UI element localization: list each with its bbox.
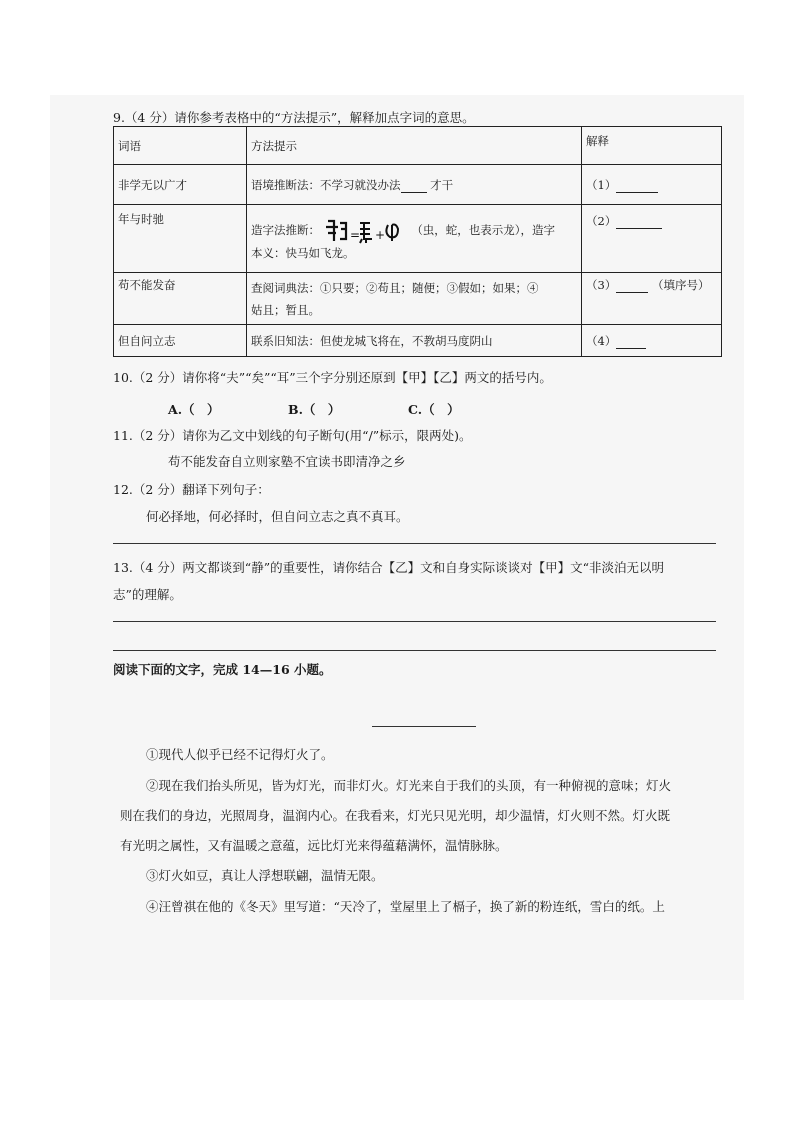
q10-option-b[interactable]: B.（ ） (288, 402, 341, 417)
q12-text: 12.（2 分）翻译下列句子： (113, 482, 270, 497)
row3-answer-label: （3） (586, 278, 617, 292)
row2-method-text: 造字法推断： (251, 222, 320, 237)
row1-word-text: 非学无以广才 (118, 177, 187, 192)
q10-option-a[interactable]: A.（ ） (168, 402, 220, 417)
row2-method (247, 205, 582, 273)
header-method-text: 方法提示 (251, 138, 297, 153)
row4-answer-label: （4） (586, 333, 617, 348)
row1-method (247, 165, 582, 205)
paragraph-2-line-3: 有光明之属性，又有温暖之意蕴，远比灯光来得蕴藉满怀，温情脉脉。 (120, 838, 508, 853)
row4-method (247, 325, 582, 357)
header-answer-text: 解释 (586, 134, 609, 148)
q13-line2: 志”的理解。 (113, 587, 182, 602)
table-header-row (114, 127, 722, 165)
q12-sentence: 何必择地，何必择时，但自问立志之真不真耳。 (146, 509, 409, 524)
q13-answer-line-2[interactable] (113, 650, 716, 651)
svg-text:+: + (374, 227, 385, 242)
row2-answer-blank[interactable] (616, 228, 662, 229)
row1-method-text: 语境推断法：不学习就没办法 (251, 177, 401, 192)
header-word (114, 127, 247, 165)
row3-answer (582, 273, 722, 325)
paragraph-1: ①现代人似乎已经不记得灯火了。 (146, 747, 334, 762)
row2-method-line2: （虫，蛇，也表示龙），造字 (411, 222, 556, 237)
paragraph-4-line-1: ④汪曾祺在他的《冬天》里写道：“天冷了，堂屋里上了槅子，换了新的粉连纸，雪白的纸。上 (146, 899, 665, 914)
row2-method-line3: 本义：快马如飞龙。 (251, 245, 355, 260)
table-row (114, 325, 722, 357)
row4-answer (582, 325, 722, 357)
q10-option-c[interactable]: C.（ ） (408, 402, 460, 417)
q9-table (113, 126, 722, 357)
paragraph-2-line-1: ②现在我们抬头所见，皆为灯光，而非灯火。灯光来自于我们的头顶，有一种俯视的意味；灯火 (146, 778, 672, 793)
row4-method-text: 联系旧知法：但使龙城飞将在，不教胡马度阴山 (251, 333, 493, 348)
q11-text: 11.（2 分）请你为乙文中划线的句子断句(用“/”标示，限两处)。 (113, 428, 472, 443)
table-row (114, 205, 722, 273)
header-word-text: 词语 (118, 138, 141, 153)
q13-line1: 13.（4 分）两文都谈到“静”的重要性，请你结合【乙】文和自身实际谈谈对【甲】文“非淡泊无以明 (113, 560, 664, 575)
row3-answer-note: （填序号） (651, 278, 710, 292)
row3-word-text: 苟不能发奋 (118, 278, 176, 292)
table-row (114, 165, 722, 205)
paragraph-2-line-2: 则在我们的身边，光照周身，温润内心。在我看来，灯光只见光明，却少温情，灯火则不然。灯火既 (120, 808, 671, 823)
row3-method-line1: 查阅词典法：①只要；②苟且；随便；③假如；如果；④ (251, 280, 539, 295)
reading-intro: 阅读下面的文字，完成 14—16 小题。 (113, 662, 332, 677)
row3-method-line2: 姑且；暂且。 (251, 302, 320, 317)
q13-answer-line-1[interactable] (113, 621, 716, 622)
q11-sentence: 苟不能发奋自立则家塾不宜读书即清净之乡 (168, 454, 406, 469)
row2-word (114, 205, 247, 273)
row1-word (114, 165, 247, 205)
row3-word (114, 273, 247, 325)
row3-answer-blank[interactable] (616, 292, 648, 293)
table-row (114, 273, 722, 325)
row1-answer-blank[interactable] (616, 192, 658, 193)
row4-word-text: 但自问立志 (118, 333, 176, 348)
q9-title: 9.（4 分）请你参考表格中的“方法提示”，解释加点字词的意思。 (113, 110, 475, 125)
article-title-blank (372, 726, 476, 727)
q10-text: 10.（2 分）请你将“夫”“矣”“耳”三个字分别还原到【甲】【乙】两文的括号内。 (113, 370, 552, 385)
header-method (247, 127, 582, 165)
row4-word (114, 325, 247, 357)
row2-method-line1 (251, 217, 577, 245)
svg-text:=: = (349, 227, 360, 242)
row1-method-suffix: 才干 (430, 177, 454, 192)
row2-word-text: 年与时驰 (118, 212, 164, 226)
row1-answer (582, 165, 722, 205)
row2-answer-label: （2） (586, 214, 617, 228)
header-answer (582, 127, 722, 165)
row1-answer-label: （1） (586, 177, 617, 192)
row2-answer (582, 205, 722, 273)
row1-method-blank[interactable] (401, 192, 427, 193)
seal-script-glyphs-icon (324, 217, 408, 245)
row4-answer-blank[interactable] (616, 348, 646, 349)
paragraph-3: ③灯火如豆，真让人浮想联翩，温情无限。 (146, 868, 384, 883)
row3-method (247, 273, 582, 325)
q12-answer-line[interactable] (113, 543, 716, 544)
